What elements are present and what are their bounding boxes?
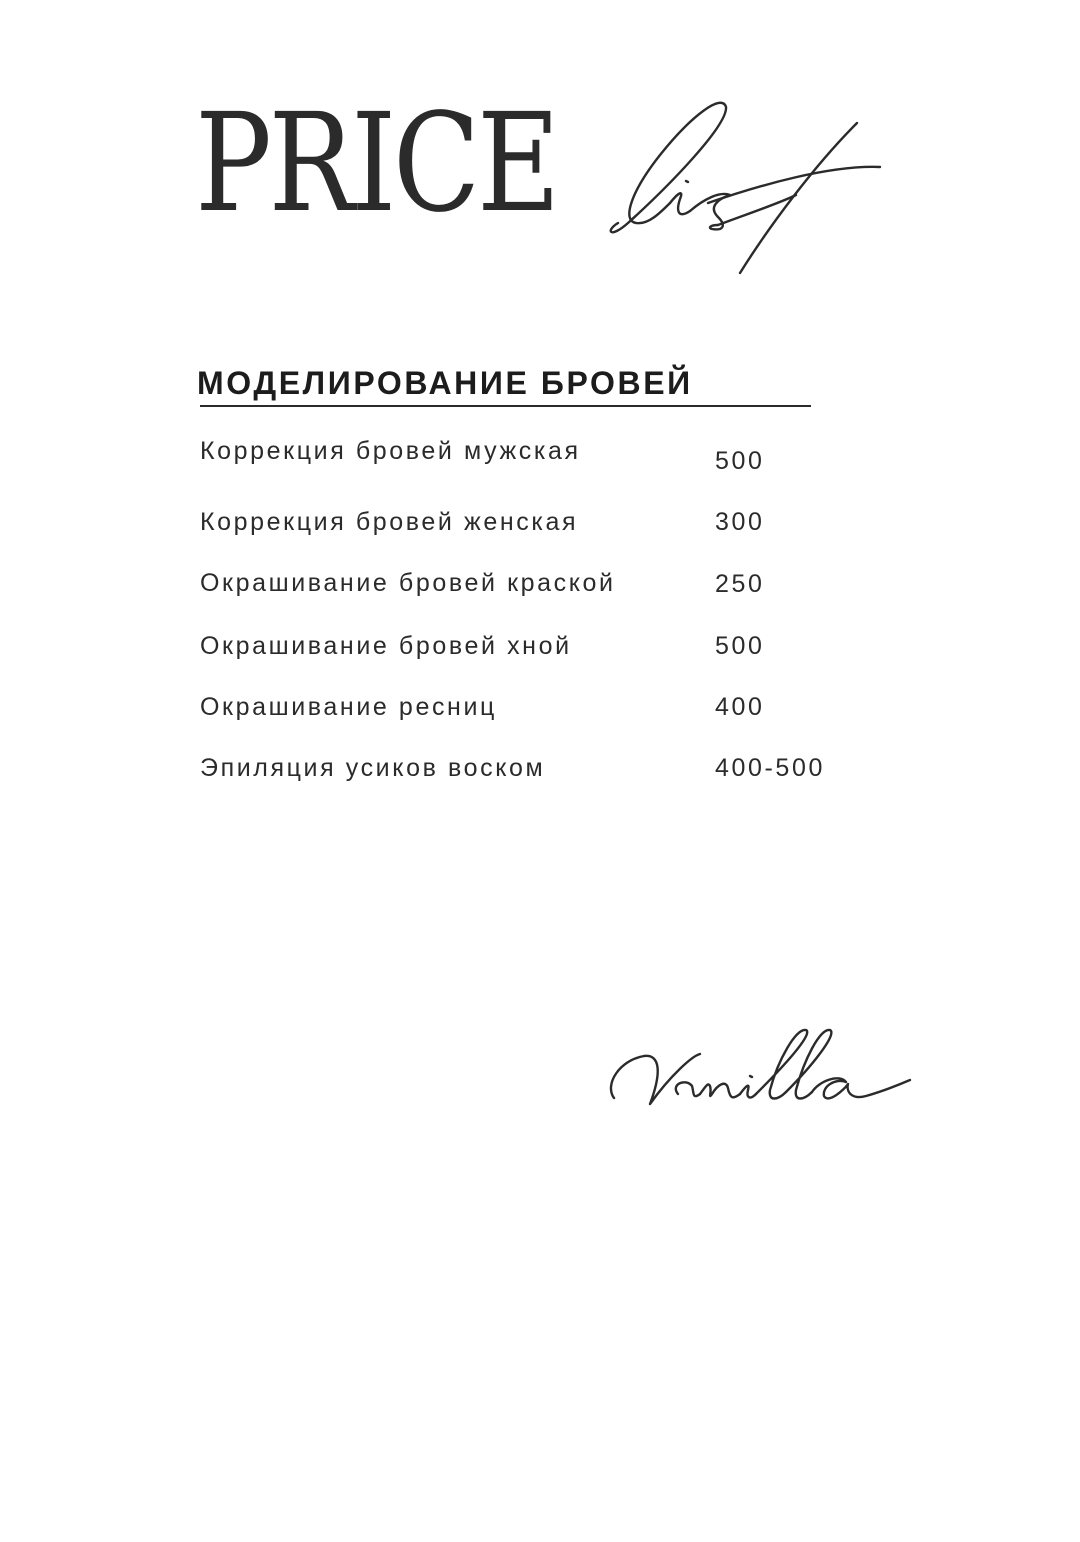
service-name: Окрашивание бровей краской <box>200 569 616 597</box>
service-name: Коррекция бровей мужская <box>200 437 581 465</box>
page-title: PRICE <box>195 85 558 243</box>
service-price: 400 <box>715 693 765 721</box>
service-price: 250 <box>715 570 765 598</box>
section-heading: МОДЕЛИРОВАНИЕ БРОВЕЙ <box>197 365 693 401</box>
service-name: Коррекция бровей женская <box>200 508 579 536</box>
brand-signature-logo <box>600 1020 920 1120</box>
service-price: 400-500 <box>715 754 825 782</box>
service-price: 500 <box>715 632 765 660</box>
title-script-list <box>600 95 890 285</box>
service-price: 300 <box>715 508 765 536</box>
service-name: Окрашивание бровей хной <box>200 632 572 660</box>
service-name: Окрашивание ресниц <box>200 693 497 721</box>
service-name: Эпиляция усиков воском <box>200 754 546 782</box>
section-divider <box>200 405 811 407</box>
service-price: 500 <box>715 447 765 475</box>
